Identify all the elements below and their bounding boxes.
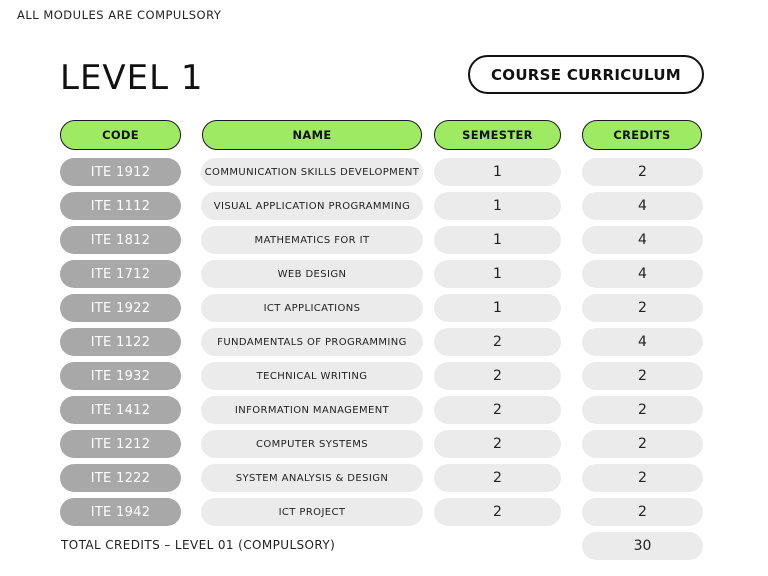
module-credits: 2 bbox=[582, 464, 703, 492]
module-name: SYSTEM ANALYSIS & DESIGN bbox=[201, 464, 423, 492]
module-credits: 4 bbox=[582, 226, 703, 254]
header-credits: CREDITS bbox=[582, 120, 702, 150]
module-semester: 1 bbox=[434, 260, 561, 288]
module-semester: 2 bbox=[434, 464, 561, 492]
module-name: VISUAL APPLICATION PROGRAMMING bbox=[201, 192, 423, 220]
module-credits: 4 bbox=[582, 260, 703, 288]
module-code: ITE 1112 bbox=[60, 192, 181, 220]
module-semester: 2 bbox=[434, 328, 561, 356]
module-name: ICT APPLICATIONS bbox=[201, 294, 423, 322]
level-title: LEVEL 1 bbox=[60, 58, 204, 98]
module-semester: 1 bbox=[434, 192, 561, 220]
module-semester: 2 bbox=[434, 498, 561, 526]
module-semester: 1 bbox=[434, 158, 561, 186]
header-semester: SEMESTER bbox=[434, 120, 561, 150]
module-code: ITE 1412 bbox=[60, 396, 181, 424]
module-name: INFORMATION MANAGEMENT bbox=[201, 396, 423, 424]
module-semester: 1 bbox=[434, 226, 561, 254]
module-credits: 4 bbox=[582, 192, 703, 220]
module-name: WEB DESIGN bbox=[201, 260, 423, 288]
module-semester: 2 bbox=[434, 430, 561, 458]
module-credits: 4 bbox=[582, 328, 703, 356]
module-name: TECHNICAL WRITING bbox=[201, 362, 423, 390]
module-code: ITE 1942 bbox=[60, 498, 181, 526]
module-credits: 2 bbox=[582, 294, 703, 322]
module-name: ICT PROJECT bbox=[201, 498, 423, 526]
module-semester: 2 bbox=[434, 396, 561, 424]
module-credits: 2 bbox=[582, 158, 703, 186]
module-credits: 2 bbox=[582, 396, 703, 424]
compulsory-note: ALL MODULES ARE COMPULSORY bbox=[17, 8, 222, 22]
module-code: ITE 1122 bbox=[60, 328, 181, 356]
course-curriculum-button[interactable]: COURSE CURRICULUM bbox=[468, 55, 704, 94]
module-semester: 2 bbox=[434, 362, 561, 390]
module-name: COMMUNICATION SKILLS DEVELOPMENT bbox=[201, 158, 423, 186]
module-code: ITE 1922 bbox=[60, 294, 181, 322]
header-code: CODE bbox=[60, 120, 181, 150]
module-code: ITE 1212 bbox=[60, 430, 181, 458]
module-semester: 1 bbox=[434, 294, 561, 322]
module-name: FUNDAMENTALS OF PROGRAMMING bbox=[201, 328, 423, 356]
module-credits: 2 bbox=[582, 362, 703, 390]
total-credits-label: TOTAL CREDITS – LEVEL 01 (COMPULSORY) bbox=[61, 538, 336, 552]
module-name: MATHEMATICS FOR IT bbox=[201, 226, 423, 254]
module-code: ITE 1712 bbox=[60, 260, 181, 288]
module-code: ITE 1932 bbox=[60, 362, 181, 390]
module-code: ITE 1222 bbox=[60, 464, 181, 492]
header-name: NAME bbox=[202, 120, 422, 150]
module-credits: 2 bbox=[582, 430, 703, 458]
module-name: COMPUTER SYSTEMS bbox=[201, 430, 423, 458]
module-code: ITE 1812 bbox=[60, 226, 181, 254]
total-credits-value: 30 bbox=[582, 532, 703, 560]
module-credits: 2 bbox=[582, 498, 703, 526]
module-code: ITE 1912 bbox=[60, 158, 181, 186]
